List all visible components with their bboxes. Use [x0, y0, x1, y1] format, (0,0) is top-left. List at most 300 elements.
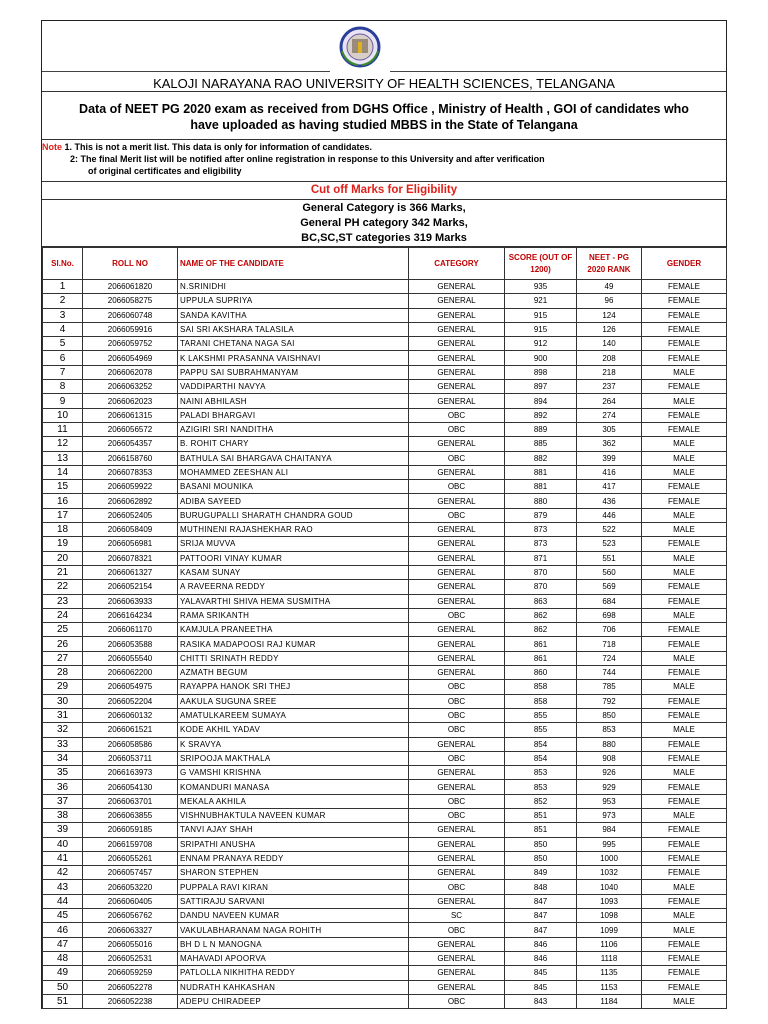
table-row [43, 851, 727, 865]
table-row [43, 594, 727, 608]
cell-gender: MALE [642, 880, 727, 894]
cell-roll-no: 2066055540 [83, 651, 178, 665]
cell-rank: 1118 [577, 951, 642, 965]
cell-category: OBC [409, 608, 505, 622]
cell-roll-no: 2066059922 [83, 480, 178, 494]
cell-rank: 551 [577, 551, 642, 565]
table-row [43, 322, 727, 336]
notes [42, 140, 726, 182]
cell-score: 881 [505, 480, 577, 494]
cell-roll-no: 2066054357 [83, 437, 178, 451]
cell-category: GENERAL [409, 851, 505, 865]
cell-score: 873 [505, 537, 577, 551]
cell-slno: 1 [43, 280, 83, 294]
cell-roll-no: 2066056572 [83, 422, 178, 436]
cell-rank: 853 [577, 723, 642, 737]
table-header-row [43, 248, 727, 280]
cell-score: 850 [505, 837, 577, 851]
cell-rank: 208 [577, 351, 642, 365]
cell-category: GENERAL [409, 294, 505, 308]
cell-gender: FEMALE [642, 780, 727, 794]
cell-roll-no: 2066158760 [83, 451, 178, 465]
cell-category: GENERAL [409, 494, 505, 508]
cell-score: 885 [505, 437, 577, 451]
cell-category: OBC [409, 408, 505, 422]
cell-name: KAMJULA PRANEETHA [178, 623, 409, 637]
cell-roll-no: 2066063855 [83, 808, 178, 822]
cell-gender: MALE [642, 565, 727, 579]
cell-category: GENERAL [409, 565, 505, 579]
cell-score: 900 [505, 351, 577, 365]
cell-roll-no: 2066054969 [83, 351, 178, 365]
cell-rank: 929 [577, 780, 642, 794]
cell-roll-no: 2066078353 [83, 465, 178, 479]
cell-name: B. ROHIT CHARY [178, 437, 409, 451]
cell-category: OBC [409, 422, 505, 436]
cell-slno: 23 [43, 594, 83, 608]
cell-slno: 31 [43, 708, 83, 722]
cell-gender: FEMALE [642, 580, 727, 594]
cell-category: GENERAL [409, 651, 505, 665]
cell-gender: FEMALE [642, 937, 727, 951]
cell-roll-no: 2066058586 [83, 737, 178, 751]
cell-slno: 35 [43, 766, 83, 780]
cell-gender: MALE [642, 551, 727, 565]
cell-category: GENERAL [409, 308, 505, 322]
cell-roll-no: 2066056981 [83, 537, 178, 551]
cell-roll-no: 2066056762 [83, 909, 178, 923]
cell-score: 871 [505, 551, 577, 565]
col-header-name: NAME OF THE CANDIDATE [178, 248, 409, 280]
description-line-2: have uploaded as having studied MBBS in the State of Telangana [190, 118, 578, 132]
cell-category: GENERAL [409, 637, 505, 651]
table-row [43, 422, 727, 436]
table-body [43, 280, 727, 1009]
cell-rank: 124 [577, 308, 642, 322]
description [42, 92, 726, 140]
cell-roll-no: 2066163973 [83, 766, 178, 780]
table-row [43, 294, 727, 308]
cell-roll-no: 2066057457 [83, 866, 178, 880]
cell-name: KASAM SUNAY [178, 565, 409, 579]
cell-gender: MALE [642, 680, 727, 694]
cell-category: GENERAL [409, 866, 505, 880]
cell-roll-no: 2066060132 [83, 708, 178, 722]
cell-slno: 24 [43, 608, 83, 622]
cell-category: GENERAL [409, 280, 505, 294]
cell-gender: FEMALE [642, 308, 727, 322]
table-row [43, 537, 727, 551]
cell-slno: 8 [43, 380, 83, 394]
cell-rank: 1093 [577, 894, 642, 908]
cell-roll-no: 2066052154 [83, 580, 178, 594]
col-header-roll-no: ROLL NO [83, 248, 178, 280]
note-label: Note [42, 142, 62, 152]
cell-score: 849 [505, 866, 577, 880]
cell-roll-no: 2066054130 [83, 780, 178, 794]
cell-score: 894 [505, 394, 577, 408]
cell-score: 861 [505, 651, 577, 665]
cell-roll-no: 2066159708 [83, 837, 178, 851]
cell-category: OBC [409, 480, 505, 494]
cell-gender: FEMALE [642, 380, 727, 394]
cell-gender: MALE [642, 766, 727, 780]
cell-name: MEKALA AKHILA [178, 794, 409, 808]
cell-gender: FEMALE [642, 737, 727, 751]
cell-rank: 569 [577, 580, 642, 594]
cell-roll-no: 2066062892 [83, 494, 178, 508]
cell-gender: FEMALE [642, 980, 727, 994]
table-row [43, 823, 727, 837]
cell-roll-no: 2066059752 [83, 337, 178, 351]
cell-score: 847 [505, 923, 577, 937]
cell-rank: 1098 [577, 909, 642, 923]
cell-name: G VAMSHI KRISHNA [178, 766, 409, 780]
cell-roll-no: 2066052204 [83, 694, 178, 708]
cell-slno: 49 [43, 966, 83, 980]
cell-score: 892 [505, 408, 577, 422]
cell-name: ADEPU CHIRADEEP [178, 994, 409, 1008]
cell-rank: 984 [577, 823, 642, 837]
cell-slno: 12 [43, 437, 83, 451]
cell-name: ADIBA SAYEED [178, 494, 409, 508]
university-seal-logo [338, 25, 382, 69]
cell-gender: FEMALE [642, 594, 727, 608]
cell-name: PUPPALA RAVI KIRAN [178, 880, 409, 894]
table-row [43, 437, 727, 451]
cell-slno: 7 [43, 365, 83, 379]
cell-score: 862 [505, 623, 577, 637]
cell-score: 870 [505, 580, 577, 594]
cell-name: RASIKA MADAPOOSI RAJ KUMAR [178, 637, 409, 651]
cell-score: 862 [505, 608, 577, 622]
table-row [43, 708, 727, 722]
cell-category: GENERAL [409, 523, 505, 537]
cell-slno: 41 [43, 851, 83, 865]
divider [42, 71, 330, 72]
cell-score: 860 [505, 666, 577, 680]
cell-slno: 38 [43, 808, 83, 822]
cell-rank: 718 [577, 637, 642, 651]
cell-gender: FEMALE [642, 666, 727, 680]
cell-rank: 785 [577, 680, 642, 694]
cell-name: MAHAVADI APOORVA [178, 951, 409, 965]
cell-score: 848 [505, 880, 577, 894]
table-row [43, 494, 727, 508]
cell-category: GENERAL [409, 966, 505, 980]
cell-name: SRIJA MUVVA [178, 537, 409, 551]
table-row [43, 751, 727, 765]
cell-roll-no: 2066063252 [83, 380, 178, 394]
cell-name: ENNAM PRANAYA REDDY [178, 851, 409, 865]
cell-score: 854 [505, 737, 577, 751]
cutoff-general: General Category is 366 Marks, [302, 202, 466, 214]
cell-gender: MALE [642, 465, 727, 479]
cell-score: 850 [505, 851, 577, 865]
cell-name: RAMA SRIKANTH [178, 608, 409, 622]
cell-rank: 1135 [577, 966, 642, 980]
table-row [43, 623, 727, 637]
cell-rank: 126 [577, 322, 642, 336]
note-3: of original certificates and eligibility [88, 166, 242, 176]
cell-roll-no: 2066063933 [83, 594, 178, 608]
cell-slno: 34 [43, 751, 83, 765]
cell-slno: 50 [43, 980, 83, 994]
table-row [43, 551, 727, 565]
cell-category: OBC [409, 680, 505, 694]
cell-gender: FEMALE [642, 894, 727, 908]
cell-name: K SRAVYA [178, 737, 409, 751]
cell-name: BH D L N MANOGNA [178, 937, 409, 951]
col-header-category: CATEGORY [409, 248, 505, 280]
cell-score: 855 [505, 723, 577, 737]
cell-category: OBC [409, 923, 505, 937]
cell-roll-no: 2066053220 [83, 880, 178, 894]
cell-rank: 744 [577, 666, 642, 680]
cell-gender: FEMALE [642, 480, 727, 494]
cell-category: OBC [409, 708, 505, 722]
cell-roll-no: 2066052238 [83, 994, 178, 1008]
cell-category: OBC [409, 751, 505, 765]
cell-category: GENERAL [409, 780, 505, 794]
table-row [43, 337, 727, 351]
cell-roll-no: 2066063701 [83, 794, 178, 808]
cell-rank: 417 [577, 480, 642, 494]
cell-category: GENERAL [409, 465, 505, 479]
cell-rank: 96 [577, 294, 642, 308]
cell-score: 846 [505, 937, 577, 951]
cell-roll-no: 2066062023 [83, 394, 178, 408]
table-row [43, 737, 727, 751]
cell-slno: 6 [43, 351, 83, 365]
table-row [43, 394, 727, 408]
cell-category: GENERAL [409, 937, 505, 951]
col-header-rank: NEET - PG 2020 RANK [577, 248, 642, 280]
cell-score: 915 [505, 322, 577, 336]
cell-category: GENERAL [409, 823, 505, 837]
cell-name: KOMANDURI MANASA [178, 780, 409, 794]
cell-gender: FEMALE [642, 637, 727, 651]
cell-score: 845 [505, 980, 577, 994]
cell-roll-no: 2066052278 [83, 980, 178, 994]
cell-rank: 264 [577, 394, 642, 408]
cell-slno: 14 [43, 465, 83, 479]
cell-gender: MALE [642, 994, 727, 1008]
cell-name: AZIGIRI SRI NANDITHA [178, 422, 409, 436]
cell-name: TARANI CHETANA NAGA SAI [178, 337, 409, 351]
cell-roll-no: 2066055261 [83, 851, 178, 865]
cell-gender: FEMALE [642, 708, 727, 722]
cell-gender: FEMALE [642, 422, 727, 436]
cell-slno: 3 [43, 308, 83, 322]
note-1: 1. This is not a merit list. This data is only for information of candidates. [62, 142, 373, 152]
cell-score: 873 [505, 523, 577, 537]
cell-gender: MALE [642, 909, 727, 923]
cell-roll-no: 2066164234 [83, 608, 178, 622]
cell-slno: 21 [43, 565, 83, 579]
cell-name: SAI SRI AKSHARA TALASILA [178, 322, 409, 336]
table-row [43, 608, 727, 622]
cell-slno: 13 [43, 451, 83, 465]
cell-slno: 28 [43, 666, 83, 680]
cell-rank: 926 [577, 766, 642, 780]
cell-rank: 1106 [577, 937, 642, 951]
cell-gender: FEMALE [642, 408, 727, 422]
cell-rank: 995 [577, 837, 642, 851]
cell-rank: 908 [577, 751, 642, 765]
cell-score: 879 [505, 508, 577, 522]
cutoff-values [42, 200, 726, 247]
cell-slno: 11 [43, 422, 83, 436]
table-row [43, 680, 727, 694]
cell-rank: 1153 [577, 980, 642, 994]
table-row [43, 380, 727, 394]
cell-slno: 44 [43, 894, 83, 908]
cell-rank: 305 [577, 422, 642, 436]
cell-roll-no: 2066062078 [83, 365, 178, 379]
table-row [43, 408, 727, 422]
cell-score: 855 [505, 708, 577, 722]
cell-rank: 399 [577, 451, 642, 465]
cell-gender: FEMALE [642, 537, 727, 551]
cell-name: AZMATH BEGUM [178, 666, 409, 680]
cell-slno: 32 [43, 723, 83, 737]
note-2: 2: The final Merit list will be notified after online registration in response to this University and after verification [70, 154, 545, 164]
cell-rank: 1099 [577, 923, 642, 937]
cell-gender: MALE [642, 508, 727, 522]
table-row [43, 994, 727, 1008]
cell-slno: 37 [43, 794, 83, 808]
table-row [43, 923, 727, 937]
cell-category: GENERAL [409, 666, 505, 680]
cell-slno: 17 [43, 508, 83, 522]
cell-roll-no: 2066061315 [83, 408, 178, 422]
cell-name: PALADI BHARGAVI [178, 408, 409, 422]
cell-name: MUTHINENI RAJASHEKHAR RAO [178, 523, 409, 537]
cell-gender: FEMALE [642, 823, 727, 837]
col-header-gender: GENDER [642, 248, 727, 280]
cell-gender: MALE [642, 608, 727, 622]
cell-score: 858 [505, 680, 577, 694]
cell-gender: FEMALE [642, 337, 727, 351]
cell-category: GENERAL [409, 337, 505, 351]
cell-slno: 26 [43, 637, 83, 651]
cell-rank: 237 [577, 380, 642, 394]
cell-name: CHITTI SRINATH REDDY [178, 651, 409, 665]
table-row [43, 837, 727, 851]
cell-category: GENERAL [409, 894, 505, 908]
cell-slno: 2 [43, 294, 83, 308]
cell-category: GENERAL [409, 594, 505, 608]
cell-gender: MALE [642, 523, 727, 537]
table-row [43, 794, 727, 808]
table-row [43, 465, 727, 479]
cell-gender: MALE [642, 437, 727, 451]
cell-name: SRIPATHI ANUSHA [178, 837, 409, 851]
document-sheet [41, 20, 727, 1009]
cell-category: OBC [409, 723, 505, 737]
cell-name: SANDA KAVITHA [178, 308, 409, 322]
cell-rank: 684 [577, 594, 642, 608]
cell-gender: FEMALE [642, 623, 727, 637]
cell-name: BATHULA SAI BHARGAVA CHAITANYA [178, 451, 409, 465]
cell-rank: 792 [577, 694, 642, 708]
table-row [43, 637, 727, 651]
description-line-1: Data of NEET PG 2020 exam as received from DGHS Office , Ministry of Health , GOI of candidates who [79, 102, 689, 116]
table-row [43, 480, 727, 494]
cell-roll-no: 2066060748 [83, 308, 178, 322]
cell-roll-no: 2066059185 [83, 823, 178, 837]
cell-score: 870 [505, 565, 577, 579]
cell-rank: 953 [577, 794, 642, 808]
cell-score: 843 [505, 994, 577, 1008]
cell-slno: 40 [43, 837, 83, 851]
cell-roll-no: 2066052531 [83, 951, 178, 965]
cell-score: 897 [505, 380, 577, 394]
cell-category: GENERAL [409, 551, 505, 565]
cell-gender: FEMALE [642, 322, 727, 336]
table-row [43, 308, 727, 322]
cell-slno: 36 [43, 780, 83, 794]
cell-roll-no: 2066054975 [83, 680, 178, 694]
university-title: KALOJI NARAYANA RAO UNIVERSITY OF HEALTH SCIENCES, TELANGANA [42, 77, 726, 92]
cell-score: 858 [505, 694, 577, 708]
cell-slno: 46 [43, 923, 83, 937]
cell-slno: 9 [43, 394, 83, 408]
cell-category: OBC [409, 694, 505, 708]
cell-roll-no: 2066055016 [83, 937, 178, 951]
cell-slno: 42 [43, 866, 83, 880]
cell-gender: FEMALE [642, 951, 727, 965]
cell-slno: 30 [43, 694, 83, 708]
cell-name: YALAVARTHI SHIVA HEMA SUSMITHA [178, 594, 409, 608]
divider [390, 71, 726, 72]
table-row [43, 694, 727, 708]
cell-roll-no: 2066061327 [83, 565, 178, 579]
table-row [43, 565, 727, 579]
table-row [43, 508, 727, 522]
cell-rank: 522 [577, 523, 642, 537]
cell-category: GENERAL [409, 351, 505, 365]
cell-category: GENERAL [409, 437, 505, 451]
cell-score: 912 [505, 337, 577, 351]
cell-name: N.SRINIDHI [178, 280, 409, 294]
cell-slno: 29 [43, 680, 83, 694]
cell-roll-no: 2066063327 [83, 923, 178, 937]
cutoff-title: Cut off Marks for Eligibility [42, 182, 726, 200]
cell-name: PATLOLLA NIKHITHA REDDY [178, 966, 409, 980]
cell-slno: 5 [43, 337, 83, 351]
cell-roll-no: 2066059916 [83, 322, 178, 336]
cell-score: 846 [505, 951, 577, 965]
cell-rank: 218 [577, 365, 642, 379]
cell-roll-no: 2066058275 [83, 294, 178, 308]
cell-category: GENERAL [409, 365, 505, 379]
cell-category: GENERAL [409, 737, 505, 751]
cell-score: 847 [505, 894, 577, 908]
cell-rank: 698 [577, 608, 642, 622]
cell-score: 880 [505, 494, 577, 508]
table-row [43, 723, 727, 737]
cell-roll-no: 2066061521 [83, 723, 178, 737]
cell-gender: FEMALE [642, 866, 727, 880]
table-row [43, 866, 727, 880]
cell-category: GENERAL [409, 394, 505, 408]
cell-name: UPPULA SUPRIYA [178, 294, 409, 308]
cell-name: NUDRATH KAHKASHAN [178, 980, 409, 994]
table-row [43, 666, 727, 680]
cell-gender: FEMALE [642, 794, 727, 808]
